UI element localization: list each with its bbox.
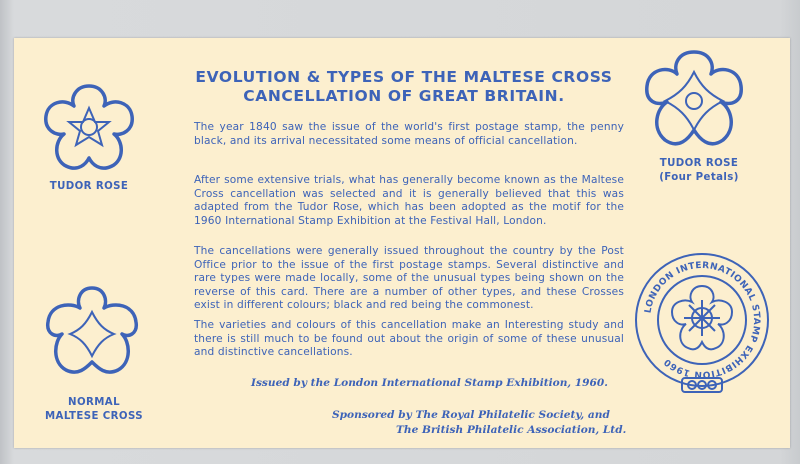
card-title-line1: EVOLUTION & TYPES OF THE MALTESE CROSS — [195, 68, 613, 86]
issued-by-line: Issued by the London International Stamp Exhibition, 1960. — [251, 377, 608, 389]
paragraph-4: The varieties and colours of this cancellation make an Interesting study and there is still much to be found out about the origin of some of these unusual and distinctive cancellations. — [194, 319, 624, 359]
caption-tudor-rose-four-line2: (Four Petals) — [659, 172, 739, 183]
caption-normal-line1: NORMAL — [68, 397, 120, 408]
caption-tudor-rose-four-line1: TUDOR ROSE — [659, 158, 739, 169]
caption-normal-line2: MALTESE CROSS — [45, 411, 143, 422]
tudor-rose-icon — [34, 78, 144, 178]
paragraph-1: The year 1840 saw the issue of the world's first postage stamp, the penny black, and its arrival necessitated some means of official cancellation. — [194, 121, 624, 147]
exhibition-seal-icon — [632, 250, 772, 400]
tudor-rose-four-petals-icon — [639, 46, 749, 156]
seal-ring-text: LONDON INTERNATIONAL STAMP EXHIBITION 1960 — [643, 260, 762, 380]
paragraph-2: After some extensive trials, what has generally become known as the Maltese Cross cancellation was selected and it is generally believed that this was adapted from the Tudor Rose, which has been adopted as the motif for the 1960 International Stamp Exhibition at the Festival Hall, London. — [194, 174, 624, 227]
postcard — [14, 38, 790, 448]
caption-tudor-rose: TUDOR ROSE — [49, 181, 129, 192]
paragraph-3: The cancellations were generally issued throughout the country by the Post Office prior to the issue of the first postage stamps. Several distinctive and rare types were made locally, some of the unusual types being shown on the reverse of this card. There are a number of other types, and these Crosses exist in different colours; black and red being the commonest. — [194, 245, 624, 312]
card-title-line2: CANCELLATION OF GREAT BRITAIN. — [243, 87, 565, 105]
sponsored-line1: Sponsored by The Royal Philatelic Society, and — [332, 409, 610, 421]
sponsored-line2: The British Philatelic Association, Ltd. — [396, 424, 627, 436]
maltese-cross-icon — [42, 284, 142, 384]
